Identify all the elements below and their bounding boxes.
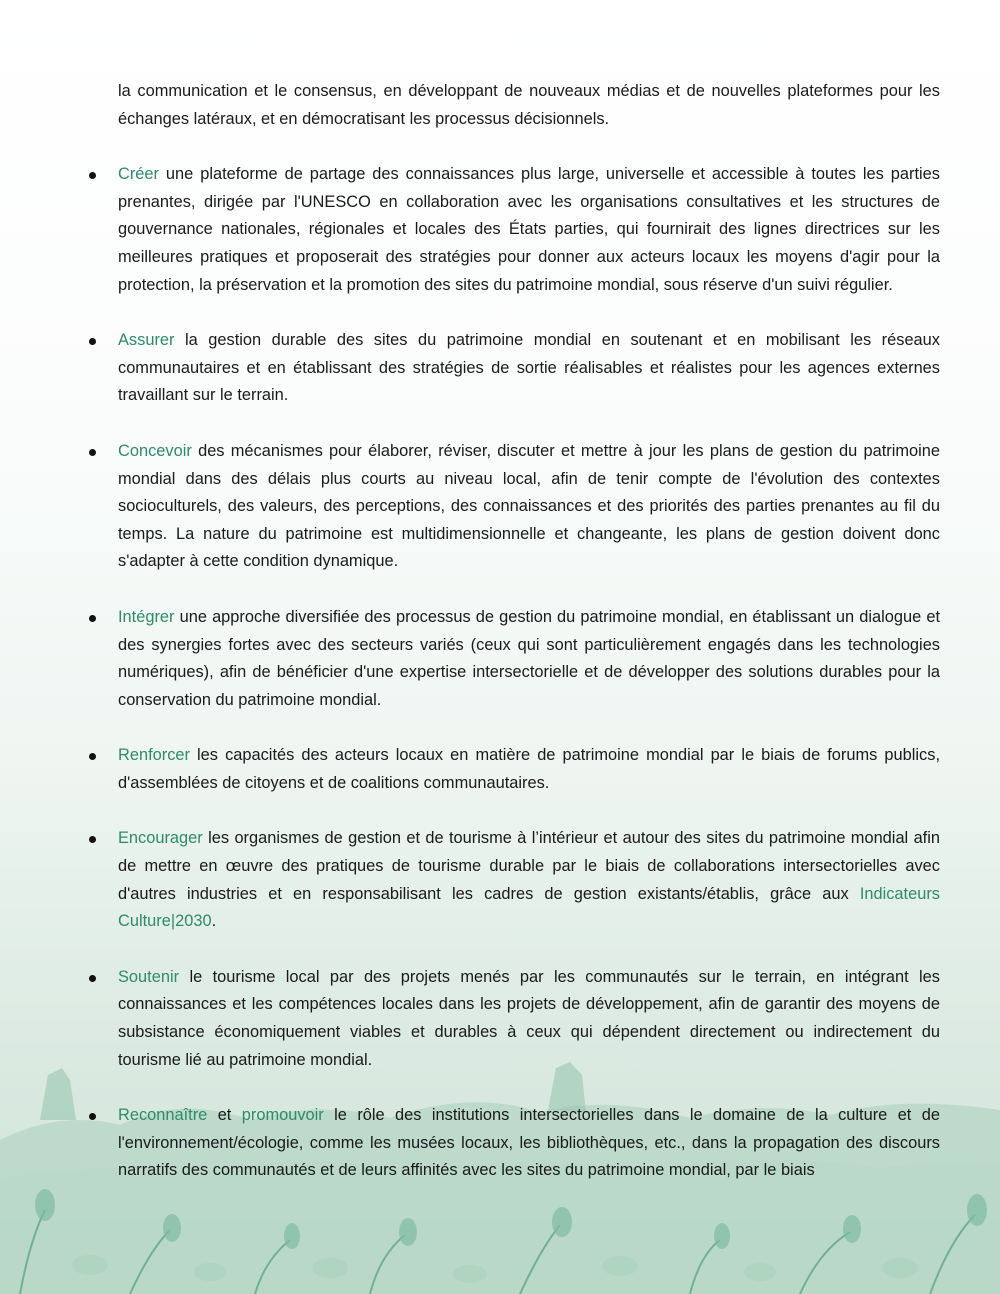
list-item [118, 327, 940, 410]
list-item [118, 1102, 940, 1185]
keyword: Encourager [118, 829, 203, 848]
document-body [0, 78, 1000, 1213]
item-text-connector: et [207, 1106, 242, 1125]
item-text: les organismes de gestion et de tourisme à l’intérieur et autour des sites du patrimoine mondial afin de mettre en œuvre des pratiques de tourisme durable par le biais de collaborations intersectorielles avec d'autres industries et en responsabilisant les cadres de gestion existants/établis, grâce aux [118, 829, 940, 903]
item-text: la gestion durable des sites du patrimoine mondial en soutenant et en mobilisant les réseaux communautaires et en établissant des stratégies de sortie réalisables et réalistes pour les agences externes travaillant sur le terrain. [118, 331, 940, 405]
list-item [118, 825, 940, 935]
bullet-icon [89, 449, 96, 456]
keyword: Créer [118, 165, 159, 184]
bullet-icon [89, 338, 96, 345]
item-text: une approche diversifiée des processus de gestion du patrimoine mondial, en établissant un dialogue et des synergies fortes avec des secteurs variés (ceux qui sont particulièrement engagés dans les technologies numériques), afin de bénéficier d'une expertise intersectorielle et de développer des solutions durables pour la conservation du patrimoine mondial. [118, 607, 940, 709]
bullet-icon [89, 172, 96, 179]
item-text: le rôle des institutions intersectorielles dans le domaine de la culture et de l'environnement/écologie, comme les musées locaux, les bibliothèques, etc., dans la propagation des discours narratifs des communautés et de leurs affinités avec les sites du patrimoine mondial, par le biais [118, 1106, 940, 1180]
intro-paragraph [118, 78, 940, 133]
bullet-icon [89, 1113, 96, 1120]
keyword: Assurer [118, 331, 175, 350]
bullet-icon [89, 615, 96, 622]
list-item [118, 964, 940, 1074]
keyword: Renforcer [118, 746, 190, 765]
item-text-end: . [211, 912, 217, 931]
item-text: des mécanismes pour élaborer, réviser, discuter et mettre à jour les plans de gestion du patrimoine mondial dans des délais plus courts au niveau local, afin de tenir compte de l'évolution des contextes socioculturels, des valeurs, des perceptions, des connaissances et des priorités des parties prenantes au fil du temps. La nature du patrimoine est multidimensionnelle et changeante, les plans de gestion doivent donc s'adapter à cette condition dynamique. [118, 441, 940, 571]
keyword: Reconnaître [118, 1106, 208, 1125]
intro-text: la communication et le consensus, en développant de nouveaux médias et de nouvelles plateformes pour les échanges latéraux, et en démocratisant les processus décisionnels. [118, 82, 940, 128]
item-text: le tourisme local par des projets menés par les communautés sur le terrain, en intégrant les connaissances et les compétences locales dans les projets de développement, afin de garantir des moyens de subsistance économiquement viables et durables à ceux qui dépendent directement ou indirectement du tourisme lié au patrimoine mondial. [118, 967, 940, 1069]
item-text: une plateforme de partage des connaissances plus large, universelle et accessible à toutes les parties prenantes, dirigée par l'UNESCO en collaboration avec les organisations consultatives et les structures de gouvernance nationales, régionales et locales des États parties, qui fournirait des lignes directrices sur les meilleures pratiques et proposerait des stratégies pour donner aux acteurs locaux les moyens d'agir pour la protection, la préservation et la promotion des sites du patrimoine mondial, sous réserve d'un suivi régulier. [118, 165, 940, 294]
list-item [118, 438, 940, 576]
list-item [118, 604, 940, 714]
bullet-icon [89, 836, 96, 843]
list-item [118, 742, 940, 797]
keyword: Soutenir [118, 967, 180, 986]
list-item [118, 161, 940, 299]
keyword: Intégrer [118, 607, 175, 626]
indicators-link[interactable]: Indicateurs Culture|2030 [118, 884, 940, 931]
keyword-2: promouvoir [241, 1106, 324, 1125]
bullet-icon [89, 753, 96, 760]
keyword: Concevoir [118, 441, 192, 460]
bullet-icon [89, 975, 96, 982]
item-text: les capacités des acteurs locaux en matière de patrimoine mondial par le biais de forums publics, d'assemblées de citoyens et de coalitions communautaires. [118, 746, 940, 792]
